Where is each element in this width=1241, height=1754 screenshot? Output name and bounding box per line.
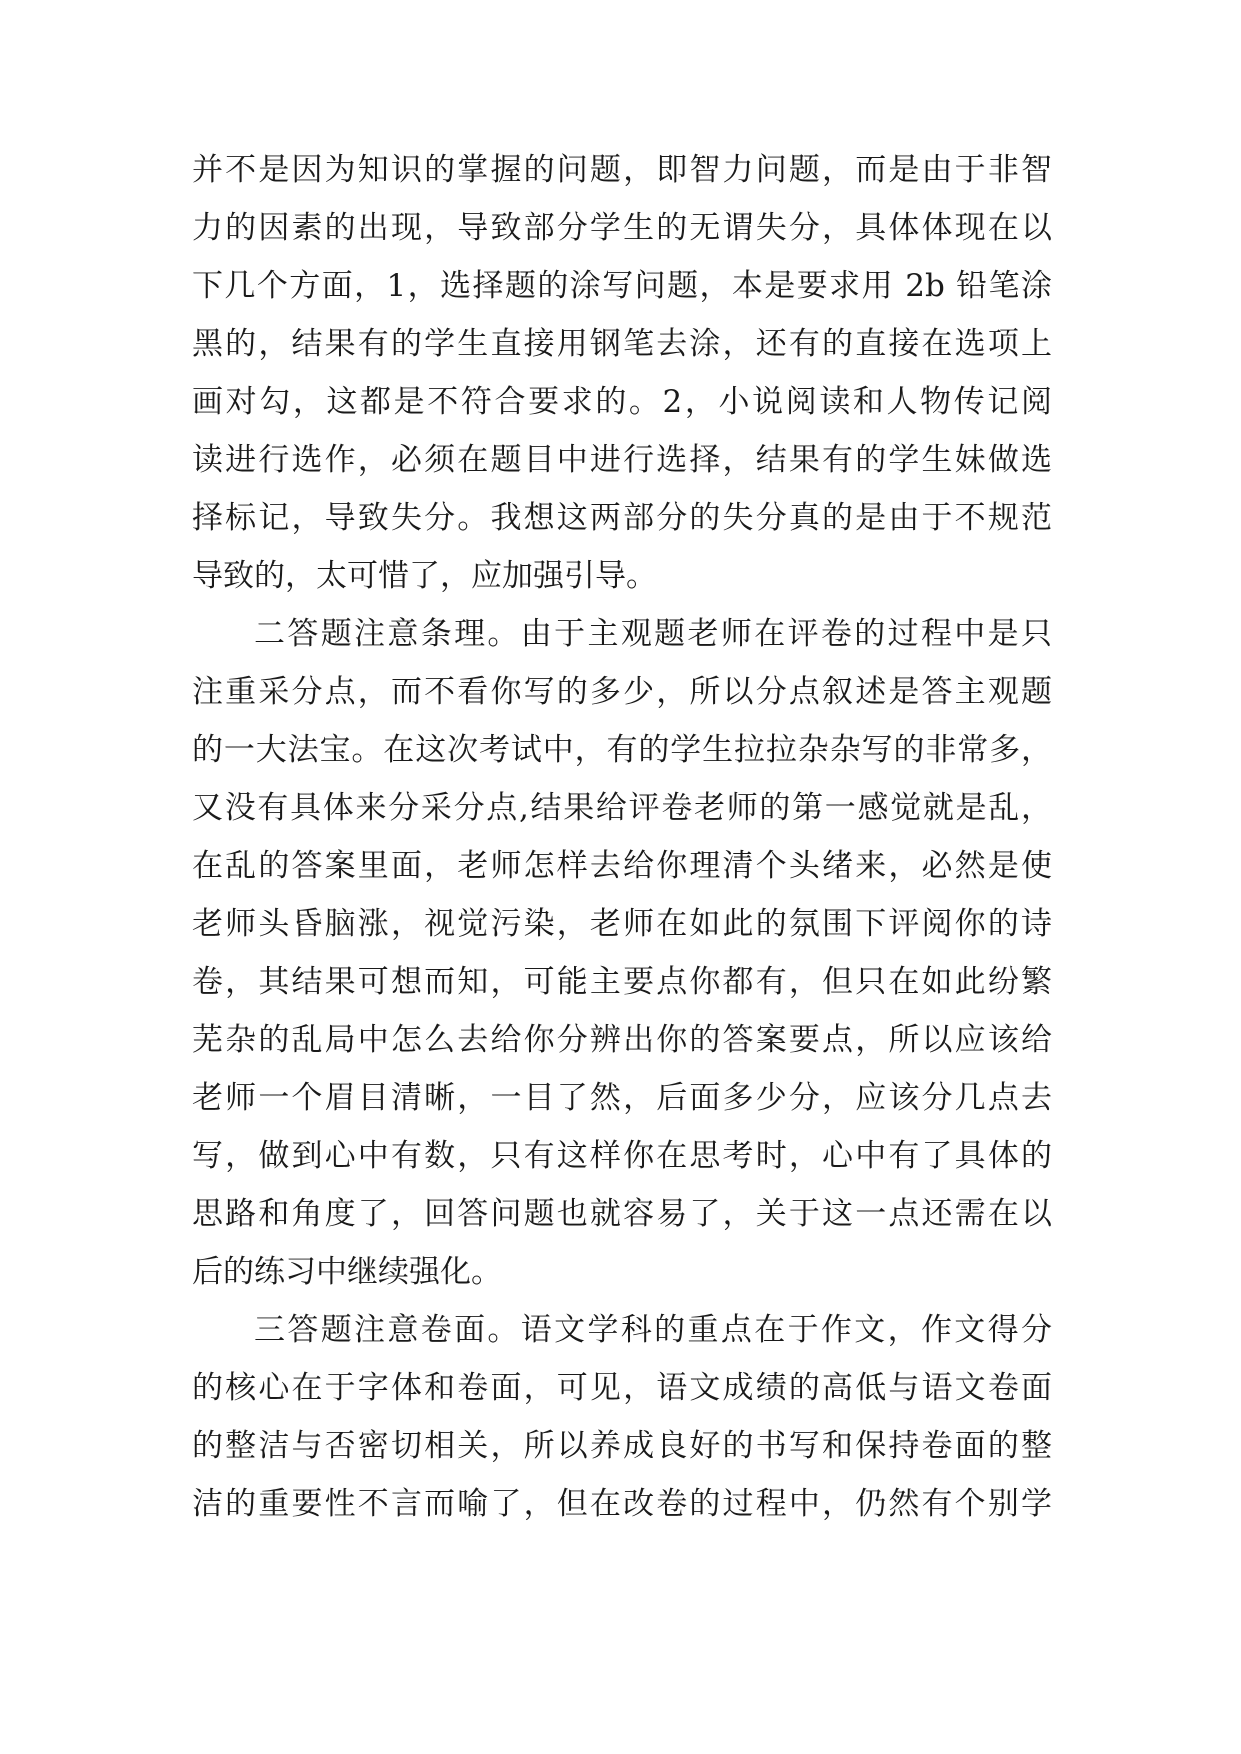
text-line: 力的因素的出现，导致部分学生的无谓失分，具体体现在以	[192, 210, 1052, 246]
text-line: 的核心在于字体和卷面，可见，语文成绩的高低与语文卷面	[192, 1370, 1052, 1406]
text-line: 后的练习中继续强化。	[192, 1254, 502, 1290]
text-line: 老师头昏脑涨，视觉污染，老师在如此的氛围下评阅你的诗	[192, 906, 1052, 942]
text-line: 画对勾，这都是不符合要求的。2，小说阅读和人物传记阅	[192, 384, 1052, 420]
text-line: 写，做到心中有数，只有这样你在思考时，心中有了具体的	[192, 1138, 1052, 1174]
text-line: 卷，其结果可想而知，可能主要点你都有，但只在如此纷繁	[192, 964, 1052, 1000]
text-line: 并不是因为知识的掌握的问题，即智力问题，而是由于非智	[192, 152, 1052, 188]
text-line: 读进行选作，必须在题目中进行选择，结果有的学生妹做选	[192, 442, 1052, 478]
text-line: 又没有具体来分采分点,结果给评卷老师的第一感觉就是乱，	[192, 790, 1052, 826]
text-line: 的一大法宝。在这次考试中，有的学生拉拉杂杂写的非常多，	[192, 732, 1052, 768]
text-line: 在乱的答案里面，老师怎样去给你理清个头绪来，必然是使	[192, 848, 1052, 884]
text-line: 的整洁与否密切相关，所以养成良好的书写和保持卷面的整	[192, 1428, 1052, 1464]
text-line: 老师一个眉目清晰，一目了然，后面多少分，应该分几点去	[192, 1080, 1052, 1116]
text-line: 思路和角度了，回答问题也就容易了，关于这一点还需在以	[192, 1196, 1052, 1232]
paragraph-first-line: 三答题注意卷面。语文学科的重点在于作文，作文得分	[254, 1312, 1052, 1348]
text-line: 注重采分点，而不看你写的多少，所以分点叙述是答主观题	[192, 674, 1052, 710]
text-line: 芜杂的乱局中怎么去给你分辨出你的答案要点，所以应该给	[192, 1022, 1052, 1058]
text-line: 黑的，结果有的学生直接用钢笔去涂，还有的直接在选项上	[192, 326, 1052, 362]
text-line: 下几个方面，1，选择题的涂写问题，本是要求用 2b 铅笔涂	[192, 268, 1052, 304]
text-line: 洁的重要性不言而喻了，但在改卷的过程中，仍然有个别学	[192, 1486, 1052, 1522]
paragraph-first-line: 二答题注意条理。由于主观题老师在评卷的过程中是只	[254, 616, 1052, 652]
text-line: 导致的，太可惜了，应加强引导。	[192, 558, 657, 594]
text-line: 择标记，导致失分。我想这两部分的失分真的是由于不规范	[192, 500, 1052, 536]
